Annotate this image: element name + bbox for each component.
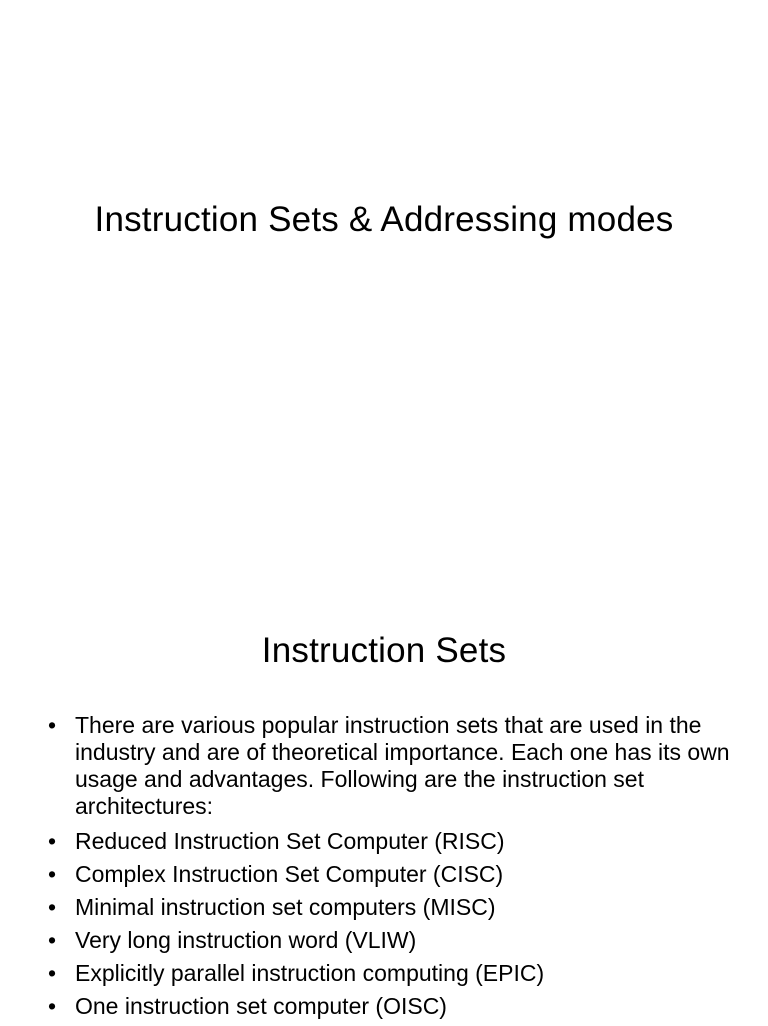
bullet-text: Explicitly parallel instruction computing (EPIC) bbox=[75, 960, 545, 986]
slide-title: Instruction Sets & Addressing modes bbox=[94, 200, 674, 239]
bullet-text: Minimal instruction set computers (MISC) bbox=[75, 894, 496, 920]
bullet-marker: • bbox=[48, 993, 57, 1019]
bullet-item bbox=[48, 927, 748, 954]
content-slide bbox=[0, 576, 768, 1024]
bullet-text: Very long instruction word (VLIW) bbox=[75, 927, 417, 953]
bullet-text: One instruction set computer (OISC) bbox=[75, 993, 447, 1019]
bullet-marker: • bbox=[48, 894, 57, 920]
bullet-marker: • bbox=[48, 927, 57, 953]
bullet-list bbox=[48, 712, 748, 1026]
bullet-item bbox=[48, 712, 748, 820]
bullet-marker: • bbox=[48, 828, 57, 854]
bullet-marker: • bbox=[48, 960, 57, 986]
bullet-text: Reduced Instruction Set Computer (RISC) bbox=[75, 828, 505, 854]
bullet-text: There are various popular instruction sets that are used in the industry and are of theoretical importance. Each one has its own usage and advantages. Following are the instruction set architectures: bbox=[75, 712, 730, 819]
bullet-item bbox=[48, 894, 748, 921]
bullet-marker: • bbox=[48, 861, 57, 887]
bullet-item bbox=[48, 960, 748, 987]
bullet-marker: • bbox=[48, 712, 57, 738]
bullet-item bbox=[48, 861, 748, 888]
bullet-item bbox=[48, 828, 748, 855]
bullet-item bbox=[48, 993, 748, 1020]
bullet-text: Complex Instruction Set Computer (CISC) bbox=[75, 861, 504, 887]
slide-heading: Instruction Sets bbox=[261, 631, 507, 670]
